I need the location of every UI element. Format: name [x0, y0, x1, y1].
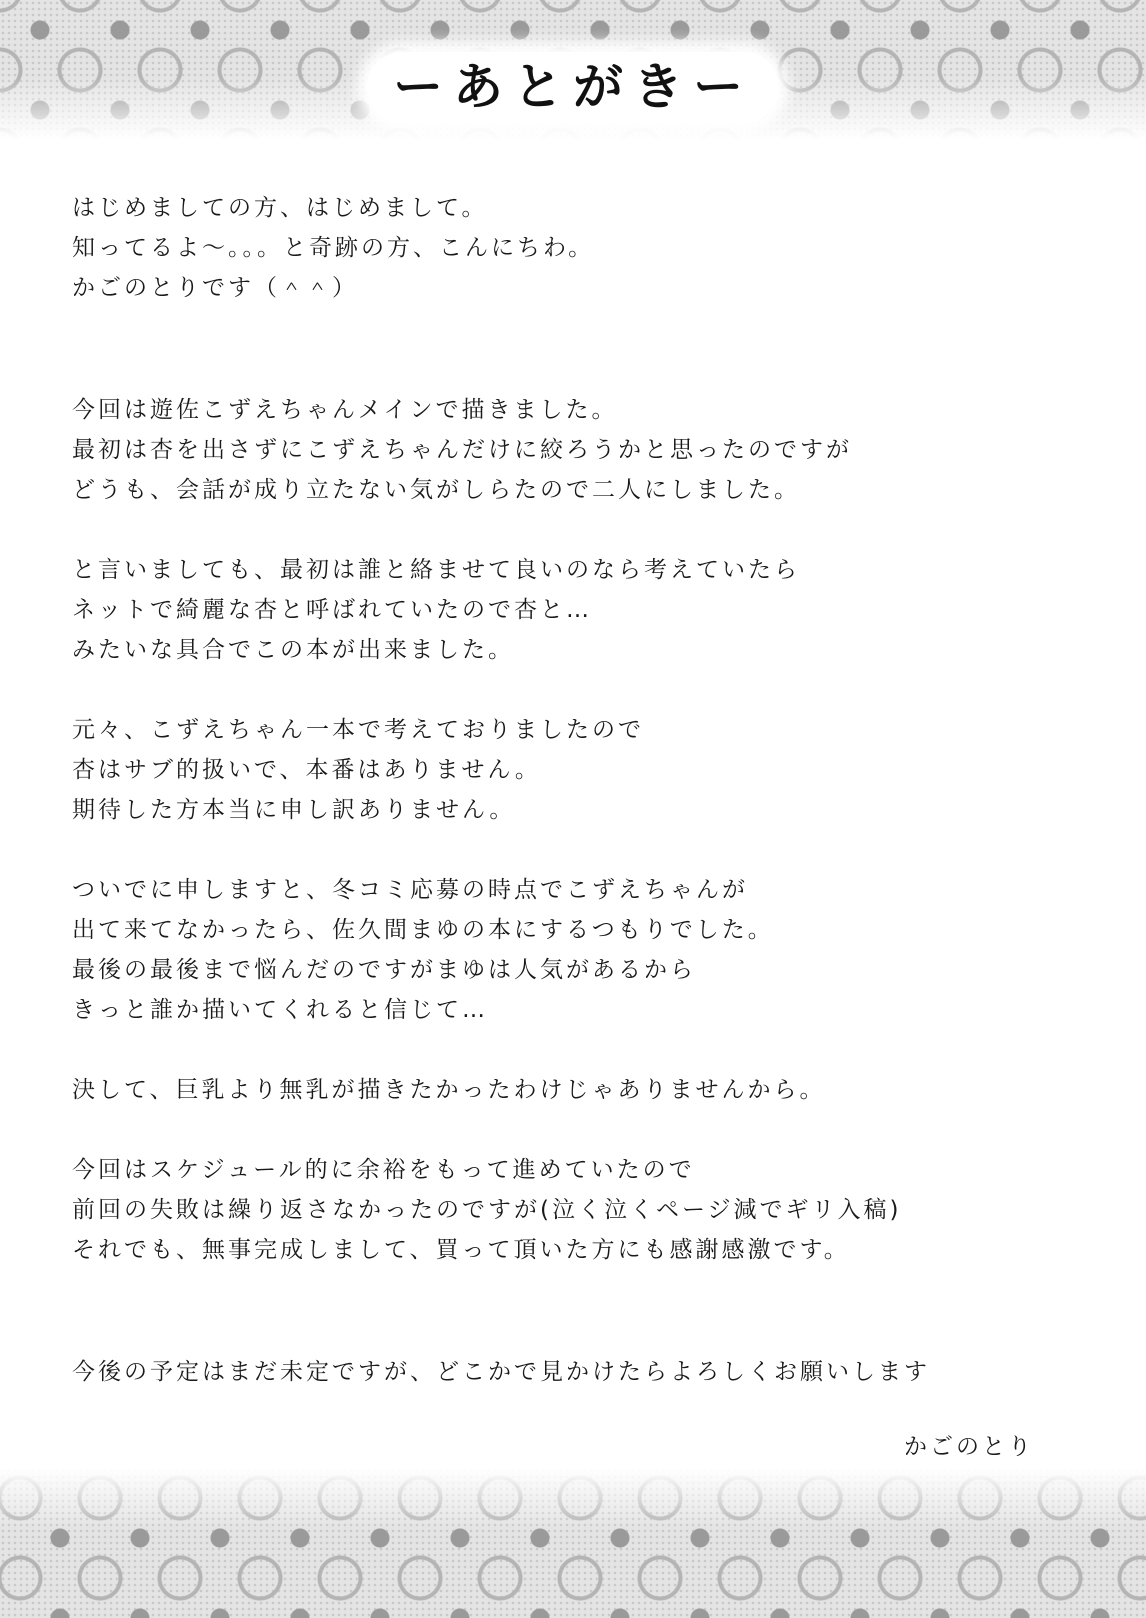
text-line: どうも、会話が成り立たない気がしらたので二人にしました。	[72, 477, 800, 503]
lace-border-bottom	[0, 1468, 1146, 1618]
paragraph-main-theme	[72, 390, 1072, 510]
text-line: 元々、こずえちゃん一本で考えておりましたので	[72, 717, 644, 743]
text-line: 知ってるよ〜。。。と奇跡の方、こんにちわ。	[72, 235, 595, 261]
title-plate	[367, 52, 779, 123]
paragraph-schedule	[72, 1150, 1072, 1270]
text-line: ネットで綺麗な杏と呼ばれていたので杏と…	[72, 597, 592, 623]
text-line: 出て来てなかったら、佐久間まゆの本にするつもりでした。	[72, 917, 774, 943]
text-line: 期待した方本当に申し訳ありません。	[72, 797, 516, 823]
text-line: 最後の最後まで悩んだのですがまゆは人気があるから	[72, 957, 696, 983]
paragraph-closing	[72, 1352, 1072, 1392]
text-line: それでも、無事完成しまして、買って頂いた方にも感謝感激です。	[72, 1237, 850, 1263]
text-line: 今回はスケジュール的に余裕をもって進めていたので	[72, 1157, 695, 1183]
text-line: はじめましての方、はじめまして。	[72, 195, 488, 221]
paragraph-greeting	[72, 188, 1072, 308]
text-line: ついでに申しますと、冬コミ応募の時点でこずえちゃんが	[72, 877, 748, 903]
text-line: かごのとりです（＾＾）	[72, 275, 358, 301]
paragraph-alternative-plan	[72, 870, 1072, 1030]
text-line: 杏はサブ的扱いで、本番はありません。	[72, 757, 541, 783]
author-signature: かごのとり	[904, 1434, 1034, 1460]
page-title: ーあとがきー	[393, 58, 753, 116]
paragraph-pairing	[72, 550, 1072, 670]
text-line: 今回は遊佐こずえちゃんメインで描きました。	[72, 397, 618, 423]
paragraph-disclaimer	[72, 1070, 1072, 1110]
text-line: 最初は杏を出さずにこずえちゃんだけに絞ろうかと思ったのですが	[72, 437, 852, 463]
text-line: みたいな具合でこの本が出来ました。	[72, 637, 514, 663]
text-line: 前回の失敗は繰り返さなかったのですが(泣く泣くページ減でギリ入稿)	[72, 1197, 902, 1223]
text-line: と言いましても、最初は誰と絡ませて良いのなら考えていたら	[72, 557, 800, 583]
text-line: 決して、巨乳より無乳が描きたかったわけじゃありませんから。	[72, 1077, 826, 1103]
text-line: きっと誰か描いてくれると信じて…	[72, 997, 488, 1023]
paragraph-apology	[72, 710, 1072, 830]
text-line: 今後の予定はまだ未定ですが、どこかで見かけたらよろしくお願いします	[72, 1359, 930, 1385]
afterword-body	[72, 188, 1072, 1432]
